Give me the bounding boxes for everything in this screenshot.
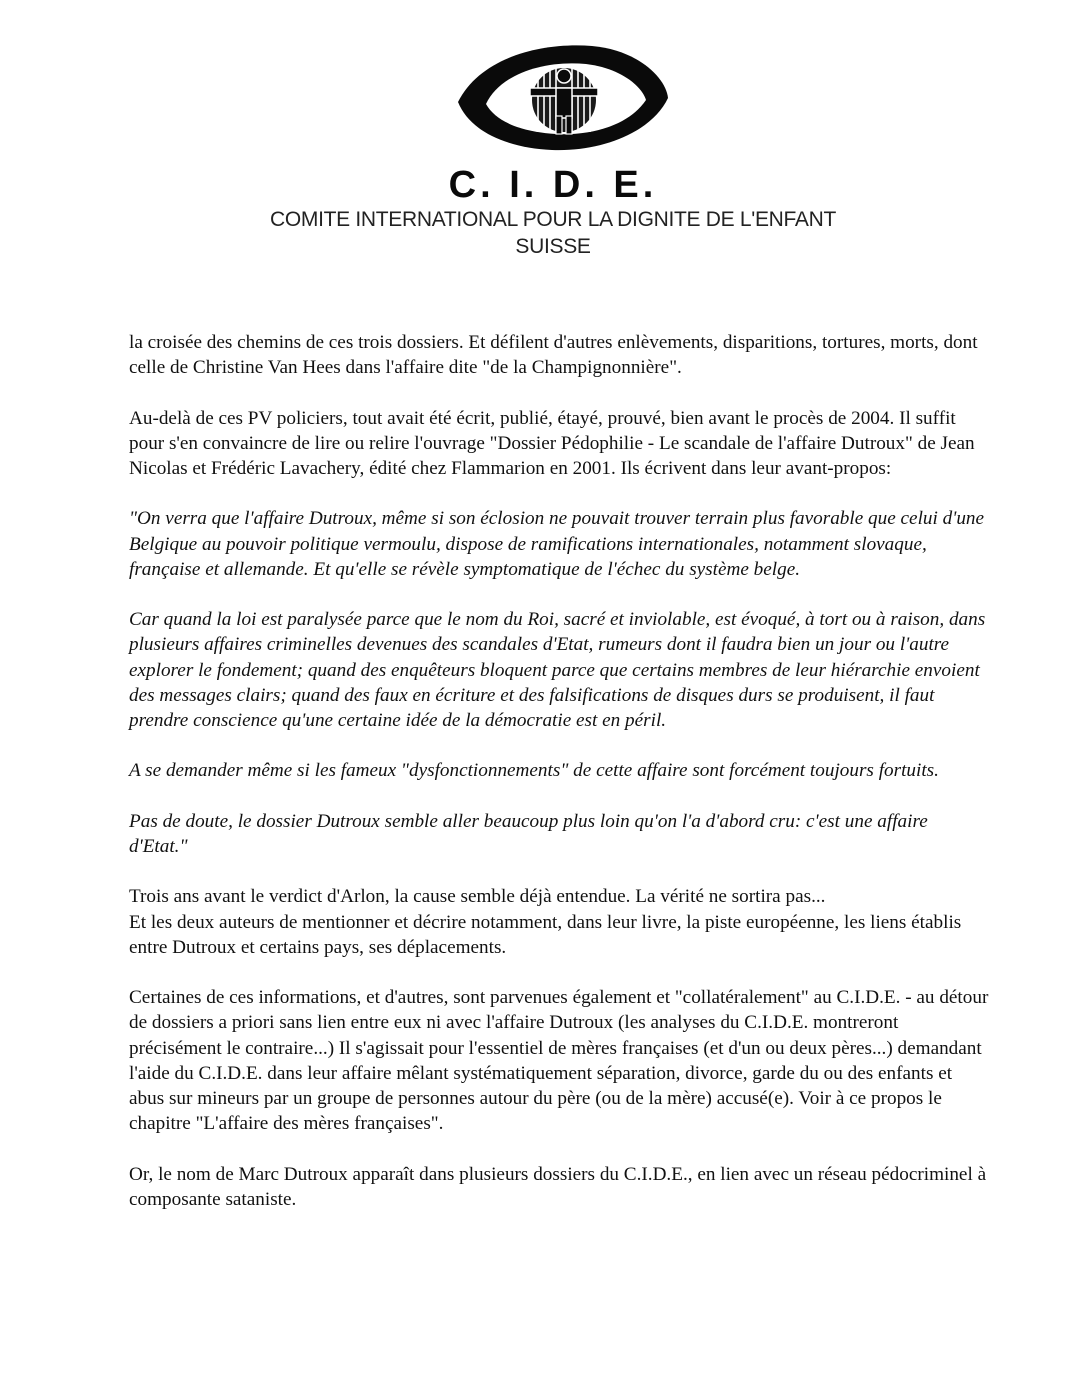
letterhead: [0, 0, 1080, 270]
paragraph: [129, 884, 989, 960]
organization-line-1: COMITE INTERNATIONAL POUR LA DIGNITE DE L'ENFANT: [269, 208, 837, 231]
paragraph-line: Et les deux auteurs de mentionner et décrire notamment, dans leur livre, la piste européenne, les liens établis entre Dutroux et certains pays, ses déplacements.: [129, 911, 962, 958]
paragraph: la croisée des chemins de ces trois dossiers. Et défilent d'autres enlèvements, disparitions, tortures, morts, dont celle de Christine Van Hees dans l'affaire dite "de la Champignonnière".: [129, 332, 978, 379]
brand-name: C. I. D. E.: [448, 164, 658, 206]
organization-line-2: SUISSE: [515, 235, 591, 258]
paragraph-line: Trois ans avant le verdict d'Arlon, la cause semble déjà entendue. La vérité ne sortira pas...: [129, 886, 826, 908]
quote-paragraph: A se demander même si les fameux "dysfonctionnements" de cette affaire sont forcément toujours fortuits.: [129, 760, 939, 782]
document-body: [129, 330, 989, 1237]
eye-with-child-icon: [452, 40, 674, 156]
paragraph: Or, le nom de Marc Dutroux apparaît dans plusieurs dossiers du C.I.D.E., en lien avec un réseau pédocriminel à composante sataniste.: [129, 1163, 987, 1210]
paragraph: Certaines de ces informations, et d'autres, sont parvenues également et "collatéralement" au C.I.D.E. - au détour de dossiers a priori sans lien entre eux ni avec l'affaire Dutroux (les analyses du C.I.D.E. montreront précisément le contraire...) Il s'agissait pour l'essentiel de mères françaises (et d'un ou deux pères...) demandant l'aide du C.I.D.E. dans leur affaire mêlant systématiquement séparation, divorce, garde du ou des enfants et abus sur mineurs par un groupe de personnes autour du père (ou de la mère) accusé(e). Voir à ce propos le chapitre "L'affaire des mères françaises".: [129, 987, 989, 1135]
paragraph: Au-delà de ces PV policiers, tout avait été écrit, publié, étayé, prouvé, bien avant le procès de 2004. Il suffit pour s'en convaincre de lire ou relire l'ouvrage "Dossier Pédophilie - Le scandale de l'affaire Dutroux" de Jean Nicolas et Frédéric Lavachery, édité chez Flammarion en 2001. Ils écrivent dans leur avant-propos:: [129, 407, 975, 479]
quote-paragraph: Pas de doute, le dossier Dutroux semble aller beaucoup plus loin qu'on l'a d'abord cru: c'est une affaire d'Etat.": [129, 810, 928, 857]
quote-paragraph: Car quand la loi est paralysée parce que le nom du Roi, sacré et inviolable, est évoqué, à tort ou à raison, dans plusieurs affaires criminelles devenues des scandales d'Etat, rumeurs dont il faudra bien un jour ou l'autre explorer le fondement; quand des enquêteurs bloquent parce que certains membres de leur hiérarchie envoient des messages clairs; quand des faux en écriture et des falsifications de disques durs se produisent, il faut prendre conscience qu'une certaine idée de la démocratie est en péril.: [129, 609, 986, 731]
organization-name: [0, 206, 1080, 260]
quote-paragraph: "On verra que l'affaire Dutroux, même si son éclosion ne pouvait trouver terrain plus favorable que celui d'une Belgique au pouvoir politique vermoulu, dispose de ramifications internationales, notamment slovaque, française et allemande. Et qu'elle se révèle symptomatique de l'échec du système belge.: [129, 508, 985, 580]
